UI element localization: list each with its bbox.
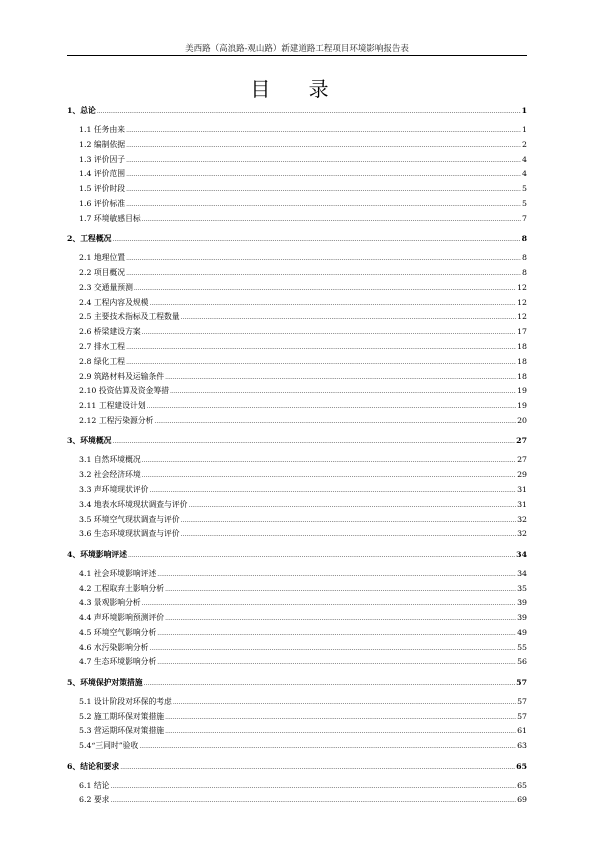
toc-page-number: 39 — [517, 613, 527, 623]
toc-chapter-title: 4、环境影响评述 — [67, 549, 128, 559]
toc-leader-dots — [188, 498, 516, 513]
toc-leader-dots — [147, 399, 516, 414]
toc-page-number: 18 — [517, 371, 527, 381]
toc-section-entry[interactable] — [67, 483, 527, 498]
toc-leader-dots — [181, 310, 516, 325]
toc-section-title: 6.2 要求 — [79, 795, 110, 805]
toc-section-title: 1.1 任务由来 — [79, 125, 126, 134]
toc-leader-dots — [157, 567, 516, 582]
toc-section-title: 4.4 声环境影响预测评价 — [79, 613, 165, 623]
toc-leader-dots — [149, 641, 516, 656]
toc-chapter-title: 3、环境概况 — [67, 436, 112, 446]
toc-section-entry[interactable] — [67, 567, 527, 582]
toc-section-title: 2.10 投资估算及资金筹措 — [79, 386, 170, 396]
toc-section-title: 6.1 结论 — [79, 780, 110, 790]
toc-section-title: 1.4 评价范围 — [79, 169, 126, 179]
toc-chapter-entry[interactable] — [67, 104, 527, 119]
toc-section-entry[interactable] — [67, 641, 527, 656]
toc-section-entry[interactable] — [67, 626, 527, 641]
toc-chapter-title: 1、总论 — [67, 106, 96, 115]
toc-page-number: 1 — [522, 125, 527, 134]
toc-page-number: 17 — [517, 327, 527, 337]
toc-page-number: 65 — [517, 780, 527, 790]
toc-section-entry[interactable] — [67, 138, 527, 153]
toc-leader-dots — [157, 626, 516, 641]
toc-leader-dots — [165, 724, 516, 739]
toc-chapter-entry[interactable] — [67, 434, 527, 449]
toc-leader-dots — [165, 582, 516, 597]
toc-section-title: 5.3 营运期环保对策措施 — [79, 726, 165, 736]
toc-section-title: 2.3 交通量预测 — [79, 282, 133, 292]
toc-section-entry[interactable] — [67, 355, 527, 370]
toc-section-entry[interactable] — [67, 596, 527, 611]
toc-leader-dots — [126, 123, 521, 138]
toc-leader-dots — [139, 739, 516, 754]
toc-section-entry[interactable] — [67, 296, 527, 311]
toc-section-entry[interactable] — [67, 695, 527, 710]
toc-section-entry[interactable] — [67, 325, 527, 340]
toc-section-entry[interactable] — [67, 655, 527, 670]
toc-page-number: 1 — [521, 106, 527, 115]
toc-page-number: 34 — [517, 568, 527, 578]
toc-chapter-entry[interactable] — [67, 548, 527, 563]
toc-section-title: 4.1 社会环境影响评述 — [79, 568, 157, 578]
toc-leader-dots — [142, 212, 521, 227]
toc-chapter-entry[interactable] — [67, 760, 527, 775]
toc-leader-dots — [181, 527, 516, 542]
toc-section-entry[interactable] — [67, 582, 527, 597]
toc-page-number: 12 — [517, 297, 527, 307]
toc-page-number: 49 — [517, 627, 527, 637]
toc-section-title: 2.5 主要技术指标及工程数量 — [79, 312, 180, 322]
toc-page-number: 63 — [517, 741, 527, 751]
toc-chapter-title: 5、环境保护对策措施 — [67, 677, 143, 687]
toc-page-number: 57 — [516, 677, 527, 687]
toc-page-number: 19 — [517, 386, 527, 396]
toc-section-title: 3.6 生态环境现状调查与评价 — [79, 529, 180, 539]
toc-page-number: 35 — [517, 583, 527, 593]
toc-section-title: 4.5 环境空气影响分析 — [79, 627, 157, 637]
toc-section-entry[interactable] — [67, 123, 527, 138]
toc-section-title: 4.2 工程取弃土影响分析 — [79, 583, 165, 593]
toc-section-title: 1.7 环境敏感目标 — [79, 213, 141, 223]
toc-section-entry[interactable] — [67, 779, 527, 794]
toc-page-number: 7 — [522, 213, 527, 223]
toc-leader-dots — [170, 384, 516, 399]
toc-page-number: 5 — [522, 184, 527, 194]
toc-section-entry[interactable] — [67, 340, 527, 355]
toc-page-number: 34 — [516, 549, 527, 559]
toc-section-entry[interactable] — [67, 182, 527, 197]
toc-leader-dots — [126, 182, 521, 197]
toc-leader-dots — [126, 153, 521, 168]
toc-leader-dots — [181, 513, 516, 528]
toc-section-entry[interactable] — [67, 724, 527, 739]
toc-leader-dots — [126, 340, 516, 355]
toc-page-number: 5 — [522, 198, 527, 208]
toc-page-number: 27 — [517, 455, 527, 465]
toc-leader-dots — [173, 695, 516, 710]
toc-chapter-title: 2、工程概况 — [67, 234, 112, 244]
toc-leader-dots — [126, 138, 521, 153]
toc-section-entry[interactable] — [67, 153, 527, 168]
toc-section-entry[interactable] — [67, 498, 527, 513]
toc-leader-dots — [97, 104, 521, 119]
toc-page-number: 2 — [522, 139, 527, 149]
toc-leader-dots — [110, 793, 516, 808]
toc-section-entry[interactable] — [67, 527, 527, 542]
toc-leader-dots — [110, 779, 516, 794]
toc-section-title: 2.4 工程内容及规模 — [79, 297, 149, 307]
toc-page-number: 27 — [516, 436, 527, 446]
toc-section-entry[interactable] — [67, 414, 527, 429]
toc-section-title: 4.6 水污染影响分析 — [79, 642, 149, 652]
toc-section-entry[interactable] — [67, 251, 527, 266]
toc-section-title: 2.11 工程建设计划 — [79, 401, 146, 411]
table-of-contents — [67, 104, 527, 808]
toc-section-entry[interactable] — [67, 281, 527, 296]
toc-chapter-entry[interactable] — [67, 676, 527, 691]
toc-section-entry[interactable] — [67, 212, 527, 227]
toc-section-title: 3.3 声环境现状评价 — [79, 484, 149, 494]
page-header: 美西路（高浪路-观山路）新建道路工程项目环境影响报告表 — [185, 44, 409, 54]
toc-page-number: 31 — [517, 499, 527, 509]
toc-leader-dots — [142, 596, 516, 611]
toc-section-title: 2.6 桥梁建设方案 — [79, 327, 141, 337]
toc-section-title: 2.12 工程污染源分析 — [79, 415, 154, 425]
toc-leader-dots — [154, 414, 516, 429]
toc-page-number: 12 — [517, 312, 527, 322]
toc-section-entry[interactable] — [67, 370, 527, 385]
toc-section-entry[interactable] — [67, 310, 527, 325]
toc-section-title: 3.1 自然环境概况 — [79, 455, 141, 465]
toc-section-entry[interactable] — [67, 453, 527, 468]
toc-section-title: 5.2 施工期环保对策措施 — [79, 711, 165, 721]
toc-leader-dots — [120, 760, 515, 775]
toc-leader-dots — [149, 483, 516, 498]
toc-section-title: 1.2 编制依据 — [79, 139, 126, 149]
toc-leader-dots — [165, 370, 516, 385]
toc-page-number: 57 — [517, 711, 527, 721]
toc-section-title: 4.3 景观影响分析 — [79, 598, 141, 608]
toc-leader-dots — [126, 266, 521, 281]
toc-section-entry[interactable] — [67, 266, 527, 281]
page-title: 目 录 — [250, 77, 345, 101]
toc-page-number: 20 — [517, 415, 527, 425]
toc-leader-dots — [126, 197, 521, 212]
toc-section-title: 1.5 评价时段 — [79, 184, 126, 194]
toc-section-title: 3.5 环境空气现状调查与评价 — [79, 514, 180, 524]
toc-page-number: 29 — [517, 470, 527, 480]
toc-section-title: 2.2 项目概况 — [79, 267, 126, 277]
toc-section-title: 3.4 地表水环境现状调查与评价 — [79, 499, 188, 509]
toc-page-number: 65 — [516, 761, 527, 771]
toc-leader-dots — [126, 167, 521, 182]
toc-page-number: 69 — [517, 795, 527, 805]
toc-page-number: 57 — [517, 696, 527, 706]
toc-leader-dots — [142, 453, 516, 468]
toc-section-title: 5.1 设计阶段对环保的考虑 — [79, 696, 172, 706]
toc-page-number: 31 — [517, 484, 527, 494]
toc-page-number: 32 — [517, 529, 527, 539]
toc-page-number: 19 — [517, 401, 527, 411]
toc-section-entry[interactable] — [67, 468, 527, 483]
toc-section-title: 3.2 社会经济环境 — [79, 470, 141, 480]
toc-leader-dots — [165, 710, 516, 725]
toc-chapter-entry[interactable] — [67, 232, 527, 247]
toc-page-number: 4 — [522, 154, 527, 164]
toc-section-entry[interactable] — [67, 167, 527, 182]
toc-page-number: 39 — [517, 598, 527, 608]
toc-leader-dots — [142, 325, 516, 340]
toc-leader-dots — [144, 676, 516, 691]
toc-page-number: 8 — [521, 234, 527, 244]
toc-page-number: 8 — [522, 267, 527, 277]
toc-page-number: 56 — [517, 657, 527, 667]
toc-section-entry[interactable] — [67, 611, 527, 626]
toc-leader-dots — [112, 434, 515, 449]
toc-section-entry[interactable] — [67, 739, 527, 754]
toc-section-entry[interactable] — [67, 384, 527, 399]
toc-section-entry[interactable] — [67, 399, 527, 414]
toc-section-title: 2.7 排水工程 — [79, 341, 126, 351]
toc-leader-dots — [134, 281, 516, 296]
toc-page-number: 18 — [517, 341, 527, 351]
toc-leader-dots — [149, 296, 516, 311]
toc-leader-dots — [126, 251, 521, 266]
toc-section-title: 4.7 生态环境影响分析 — [79, 657, 157, 667]
header-divider — [67, 55, 527, 56]
toc-page-number: 12 — [517, 282, 527, 292]
toc-section-title: 2.8 绿化工程 — [79, 356, 126, 366]
toc-section-title: 2.9 筑路材料及运输条件 — [79, 371, 165, 381]
toc-section-title: 1.6 评价标准 — [79, 198, 126, 208]
toc-leader-dots — [165, 611, 516, 626]
toc-section-entry[interactable] — [67, 710, 527, 725]
toc-section-entry[interactable] — [67, 793, 527, 808]
toc-section-title: 1.3 评价因子 — [79, 154, 126, 164]
toc-leader-dots — [126, 355, 516, 370]
toc-section-title: 5.4“三同时”验收 — [79, 741, 139, 751]
toc-page-number: 61 — [517, 726, 527, 736]
toc-leader-dots — [128, 548, 515, 563]
toc-page-number: 18 — [517, 356, 527, 366]
toc-leader-dots — [142, 468, 516, 483]
toc-section-title: 2.1 地理位置 — [79, 253, 126, 263]
toc-section-entry[interactable] — [67, 197, 527, 212]
toc-section-entry[interactable] — [67, 513, 527, 528]
toc-page-number: 8 — [522, 253, 527, 263]
toc-page-number: 32 — [517, 514, 527, 524]
toc-chapter-title: 6、结论和要求 — [67, 761, 120, 771]
toc-page-number: 55 — [517, 642, 527, 652]
toc-page-number: 4 — [522, 169, 527, 179]
toc-leader-dots — [157, 655, 516, 670]
toc-leader-dots — [112, 232, 520, 247]
